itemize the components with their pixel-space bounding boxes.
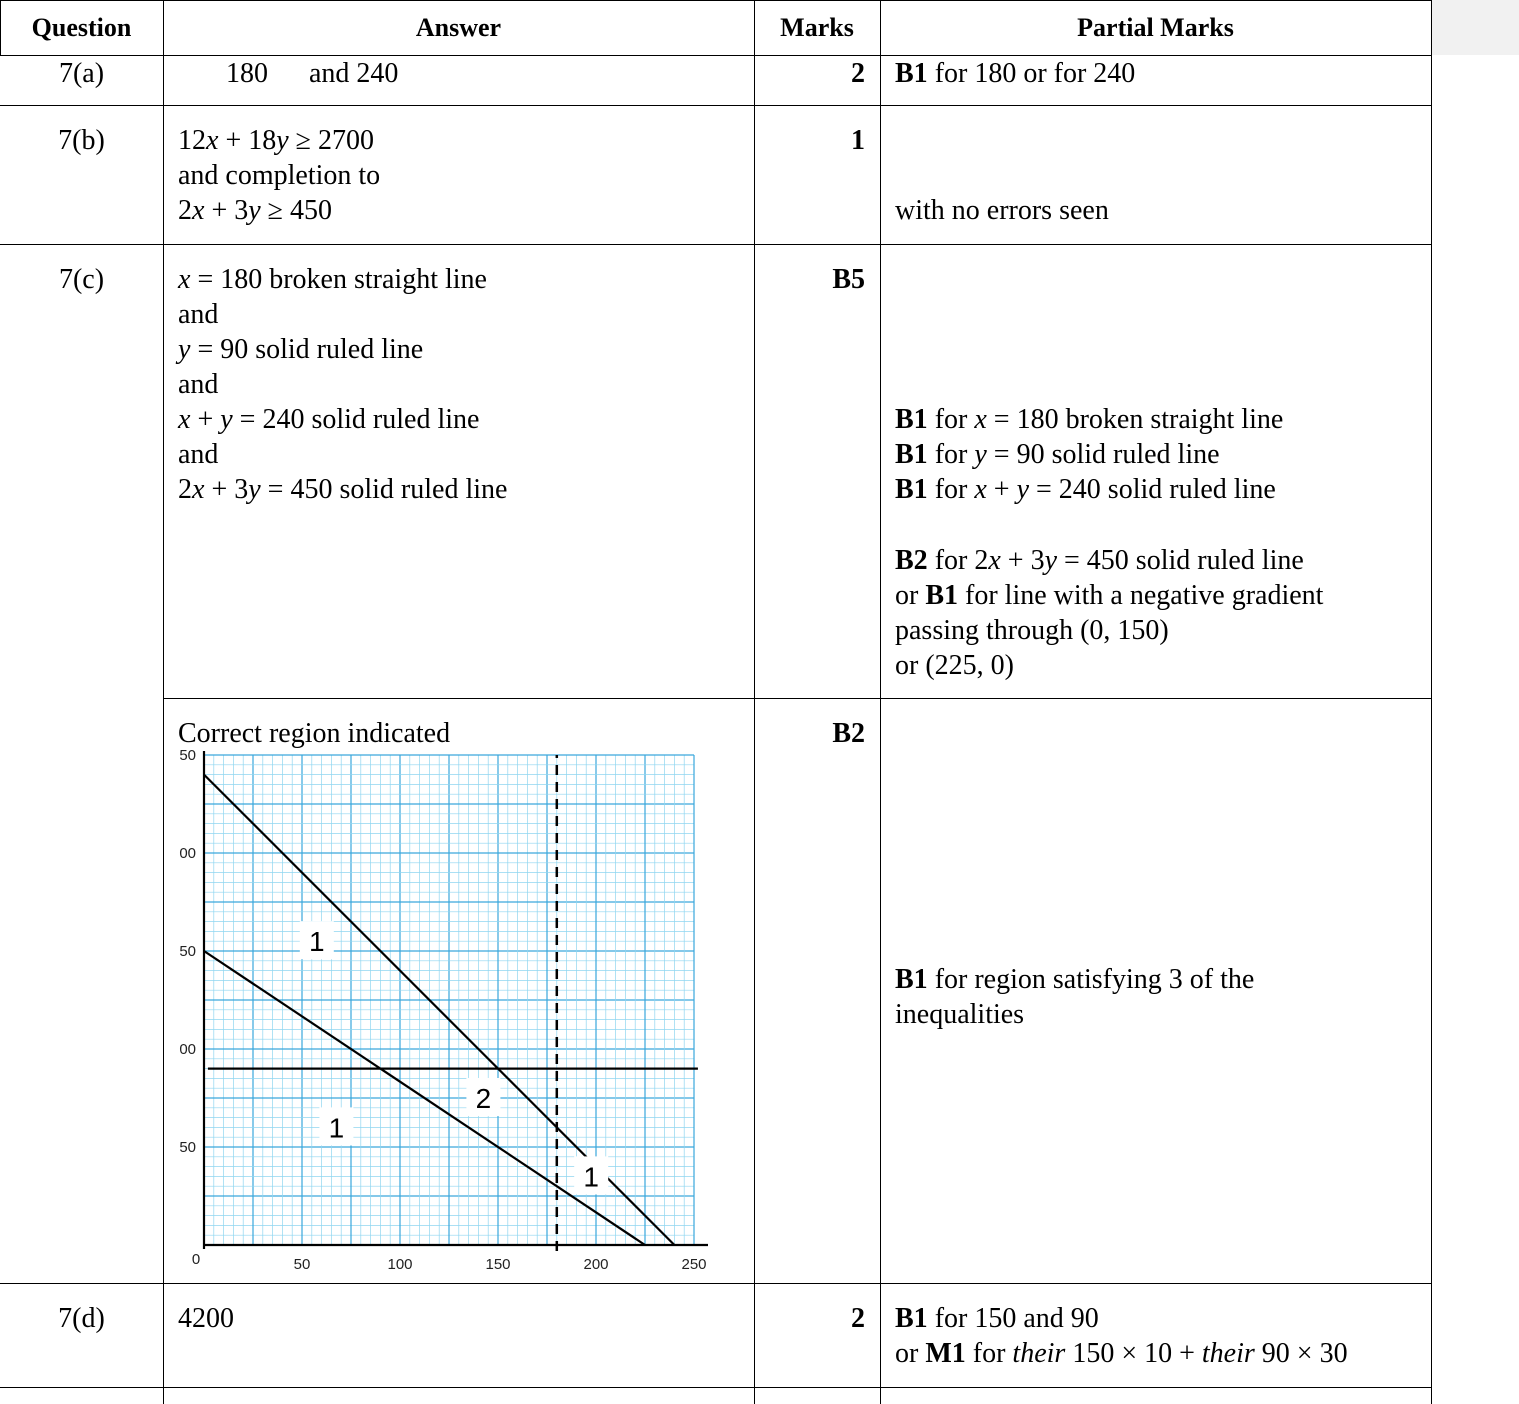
header-partial-marks: Partial Marks bbox=[1077, 13, 1234, 42]
partial-marks-text: or (225, 0) bbox=[895, 650, 1014, 681]
answer-line: 2x + 3y ≥ 450 bbox=[178, 195, 333, 226]
partial-marks-text: B1 for 150 and 90 bbox=[895, 1303, 1099, 1334]
region-label: 1 bbox=[328, 1112, 345, 1144]
y-tick-label: 50 bbox=[179, 943, 196, 960]
y-tick-label: 00 bbox=[179, 1041, 196, 1058]
y-tick-label: 00 bbox=[179, 845, 196, 862]
region-graph bbox=[166, 745, 716, 1270]
partial-marks-text: B2 for 2x + 3y = 450 solid ruled line bbox=[895, 545, 1304, 576]
graph-tick-labels bbox=[179, 747, 706, 1270]
partial-marks-text: or B1 for line with a negative gradient bbox=[895, 580, 1324, 611]
row-divider bbox=[0, 244, 1432, 245]
x-tick-label: 150 bbox=[485, 1256, 511, 1270]
answer-line: x = 180 broken straight line bbox=[178, 264, 487, 295]
header-marks: Marks bbox=[780, 13, 854, 42]
column-divider bbox=[754, 0, 755, 1404]
y-tick-label: 50 bbox=[179, 747, 196, 764]
partial-marks-text: B1 for x + y = 240 solid ruled line bbox=[895, 474, 1276, 505]
header-question: Question bbox=[31, 13, 132, 42]
answer-line: Correct region indicated bbox=[178, 718, 451, 749]
graph-region-labels bbox=[300, 921, 608, 1194]
partial-marks-text: passing through (0, 150) bbox=[895, 615, 1169, 646]
row-divider bbox=[0, 1387, 1432, 1388]
answer-value: 4200 bbox=[178, 1303, 234, 1334]
answer-line: 2x + 3y = 450 solid ruled line bbox=[178, 474, 508, 505]
row-divider bbox=[163, 698, 1432, 699]
region-label: 1 bbox=[583, 1161, 599, 1193]
answer-line: x + y = 240 solid ruled line bbox=[178, 404, 480, 435]
x-tick-label: 200 bbox=[583, 1256, 609, 1270]
x-tick-label: 250 bbox=[681, 1256, 707, 1270]
partial-marks-text: inequalities bbox=[895, 999, 1025, 1030]
question-number: 7(d) bbox=[58, 1303, 105, 1334]
region-label: 2 bbox=[475, 1083, 492, 1114]
origin-label: 0 bbox=[191, 1251, 201, 1268]
column-divider bbox=[163, 0, 164, 1404]
partial-marks-text: B1 for region satisfying 3 of the bbox=[895, 964, 1255, 995]
partial-marks-text: B1 for x = 180 broken straight line bbox=[895, 404, 1284, 435]
answer-line: and bbox=[178, 439, 219, 470]
partial-marks-text: B1 for 180 or for 240 bbox=[895, 58, 1136, 89]
question-number: 7(a) bbox=[58, 58, 105, 89]
x-tick-label: 50 bbox=[293, 1256, 311, 1270]
answer-value: and 240 bbox=[309, 58, 399, 89]
header-answer: Answer bbox=[415, 13, 502, 42]
row-divider bbox=[0, 1283, 1432, 1284]
marks-value: 2 bbox=[851, 58, 865, 89]
right-margin-strip bbox=[1431, 0, 1519, 55]
x-tick-label: 100 bbox=[387, 1256, 413, 1270]
marks-value: 1 bbox=[851, 125, 865, 156]
question-number: 7(b) bbox=[58, 125, 105, 156]
answer-line: and bbox=[178, 369, 219, 400]
column-divider bbox=[880, 0, 881, 1404]
answer-line: y = 90 solid ruled line bbox=[178, 334, 424, 365]
marks-value: B5 bbox=[832, 264, 865, 295]
question-number: 7(c) bbox=[58, 264, 105, 295]
partial-marks-text: or M1 for their 150 × 10 + their 90 × 30 bbox=[895, 1338, 1348, 1369]
y-tick-label: 50 bbox=[179, 1139, 196, 1156]
marks-value: 2 bbox=[851, 1303, 865, 1334]
partial-marks-text: B1 for y = 90 solid ruled line bbox=[895, 439, 1220, 470]
answer-line: and bbox=[178, 299, 219, 330]
header-divider bbox=[0, 55, 1432, 56]
region-label: 1 bbox=[309, 926, 325, 958]
answer-line: and completion to bbox=[178, 160, 381, 191]
answer-value: 180 bbox=[226, 58, 268, 89]
row-divider bbox=[0, 105, 1432, 106]
marks-value: B2 bbox=[832, 718, 865, 749]
table-border-right bbox=[1431, 0, 1432, 1404]
partial-marks-text: with no errors seen bbox=[895, 195, 1109, 226]
answer-line: 12x + 18y ≥ 2700 bbox=[178, 125, 375, 156]
